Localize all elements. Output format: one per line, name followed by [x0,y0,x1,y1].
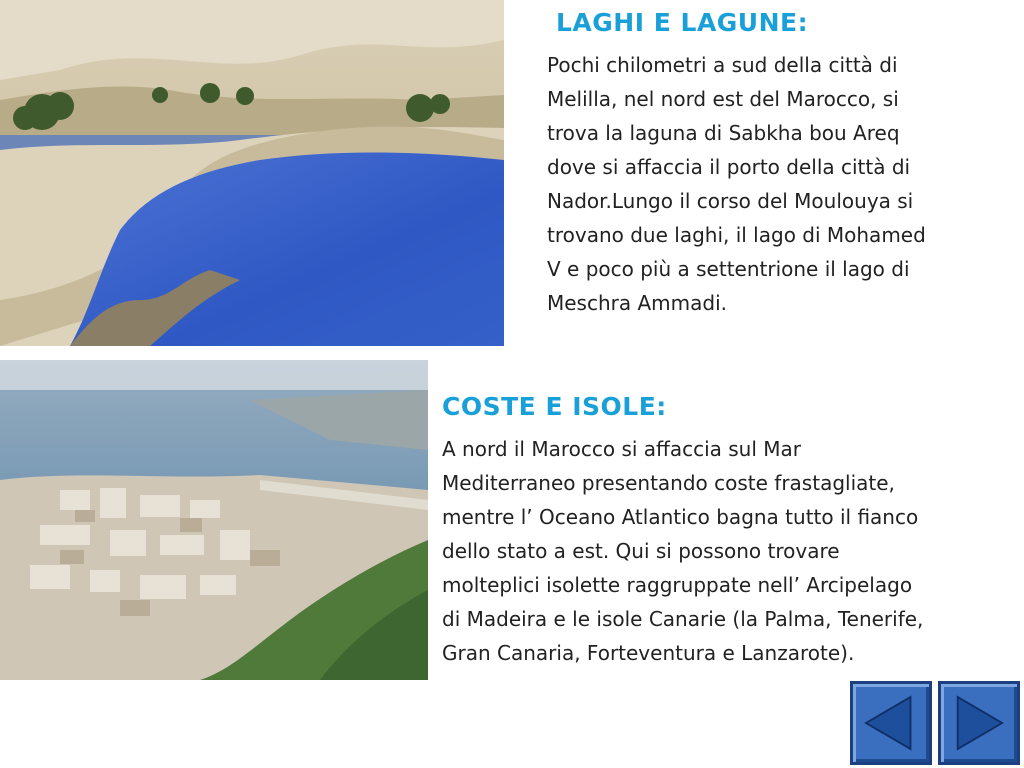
coastal-city-photo [0,360,428,680]
triangle-left-icon [853,684,929,762]
next-slide-button[interactable] [938,681,1020,765]
section-title-coste: COSTE E ISOLE: [442,392,667,421]
dunes-lagoon-photo [0,0,504,346]
section-title-laghi: LAGHI E LAGUNE: [556,8,809,37]
triangle-right-icon [941,684,1017,762]
section-text-laghi: Pochi chilometri a sud della città di Melilla, nel nord est del Marocco, si trova la laguna di Sabkha bou Areq dove si affaccia il porto della città di Nador.Lungo il corso del Moulouya si trovano due laghi, il lago di Mohamed V e poco più a settentrione il lago di Meschra Ammadi. [547,53,926,315]
section-text-coste: A nord il Marocco si affaccia sul Mar Mediterraneo presentando coste frastagliate, mentre l’ Oceano Atlantico bagna tutto il fianco dello stato a est. Qui si possono trovare molteplici isolette raggruppate nell’ Arcipelago di Madeira e le isole Canarie (la Palma, Tenerife, Gran Canaria, Forteventura e Lanzarote). [442,437,924,665]
previous-slide-button[interactable] [850,681,932,765]
